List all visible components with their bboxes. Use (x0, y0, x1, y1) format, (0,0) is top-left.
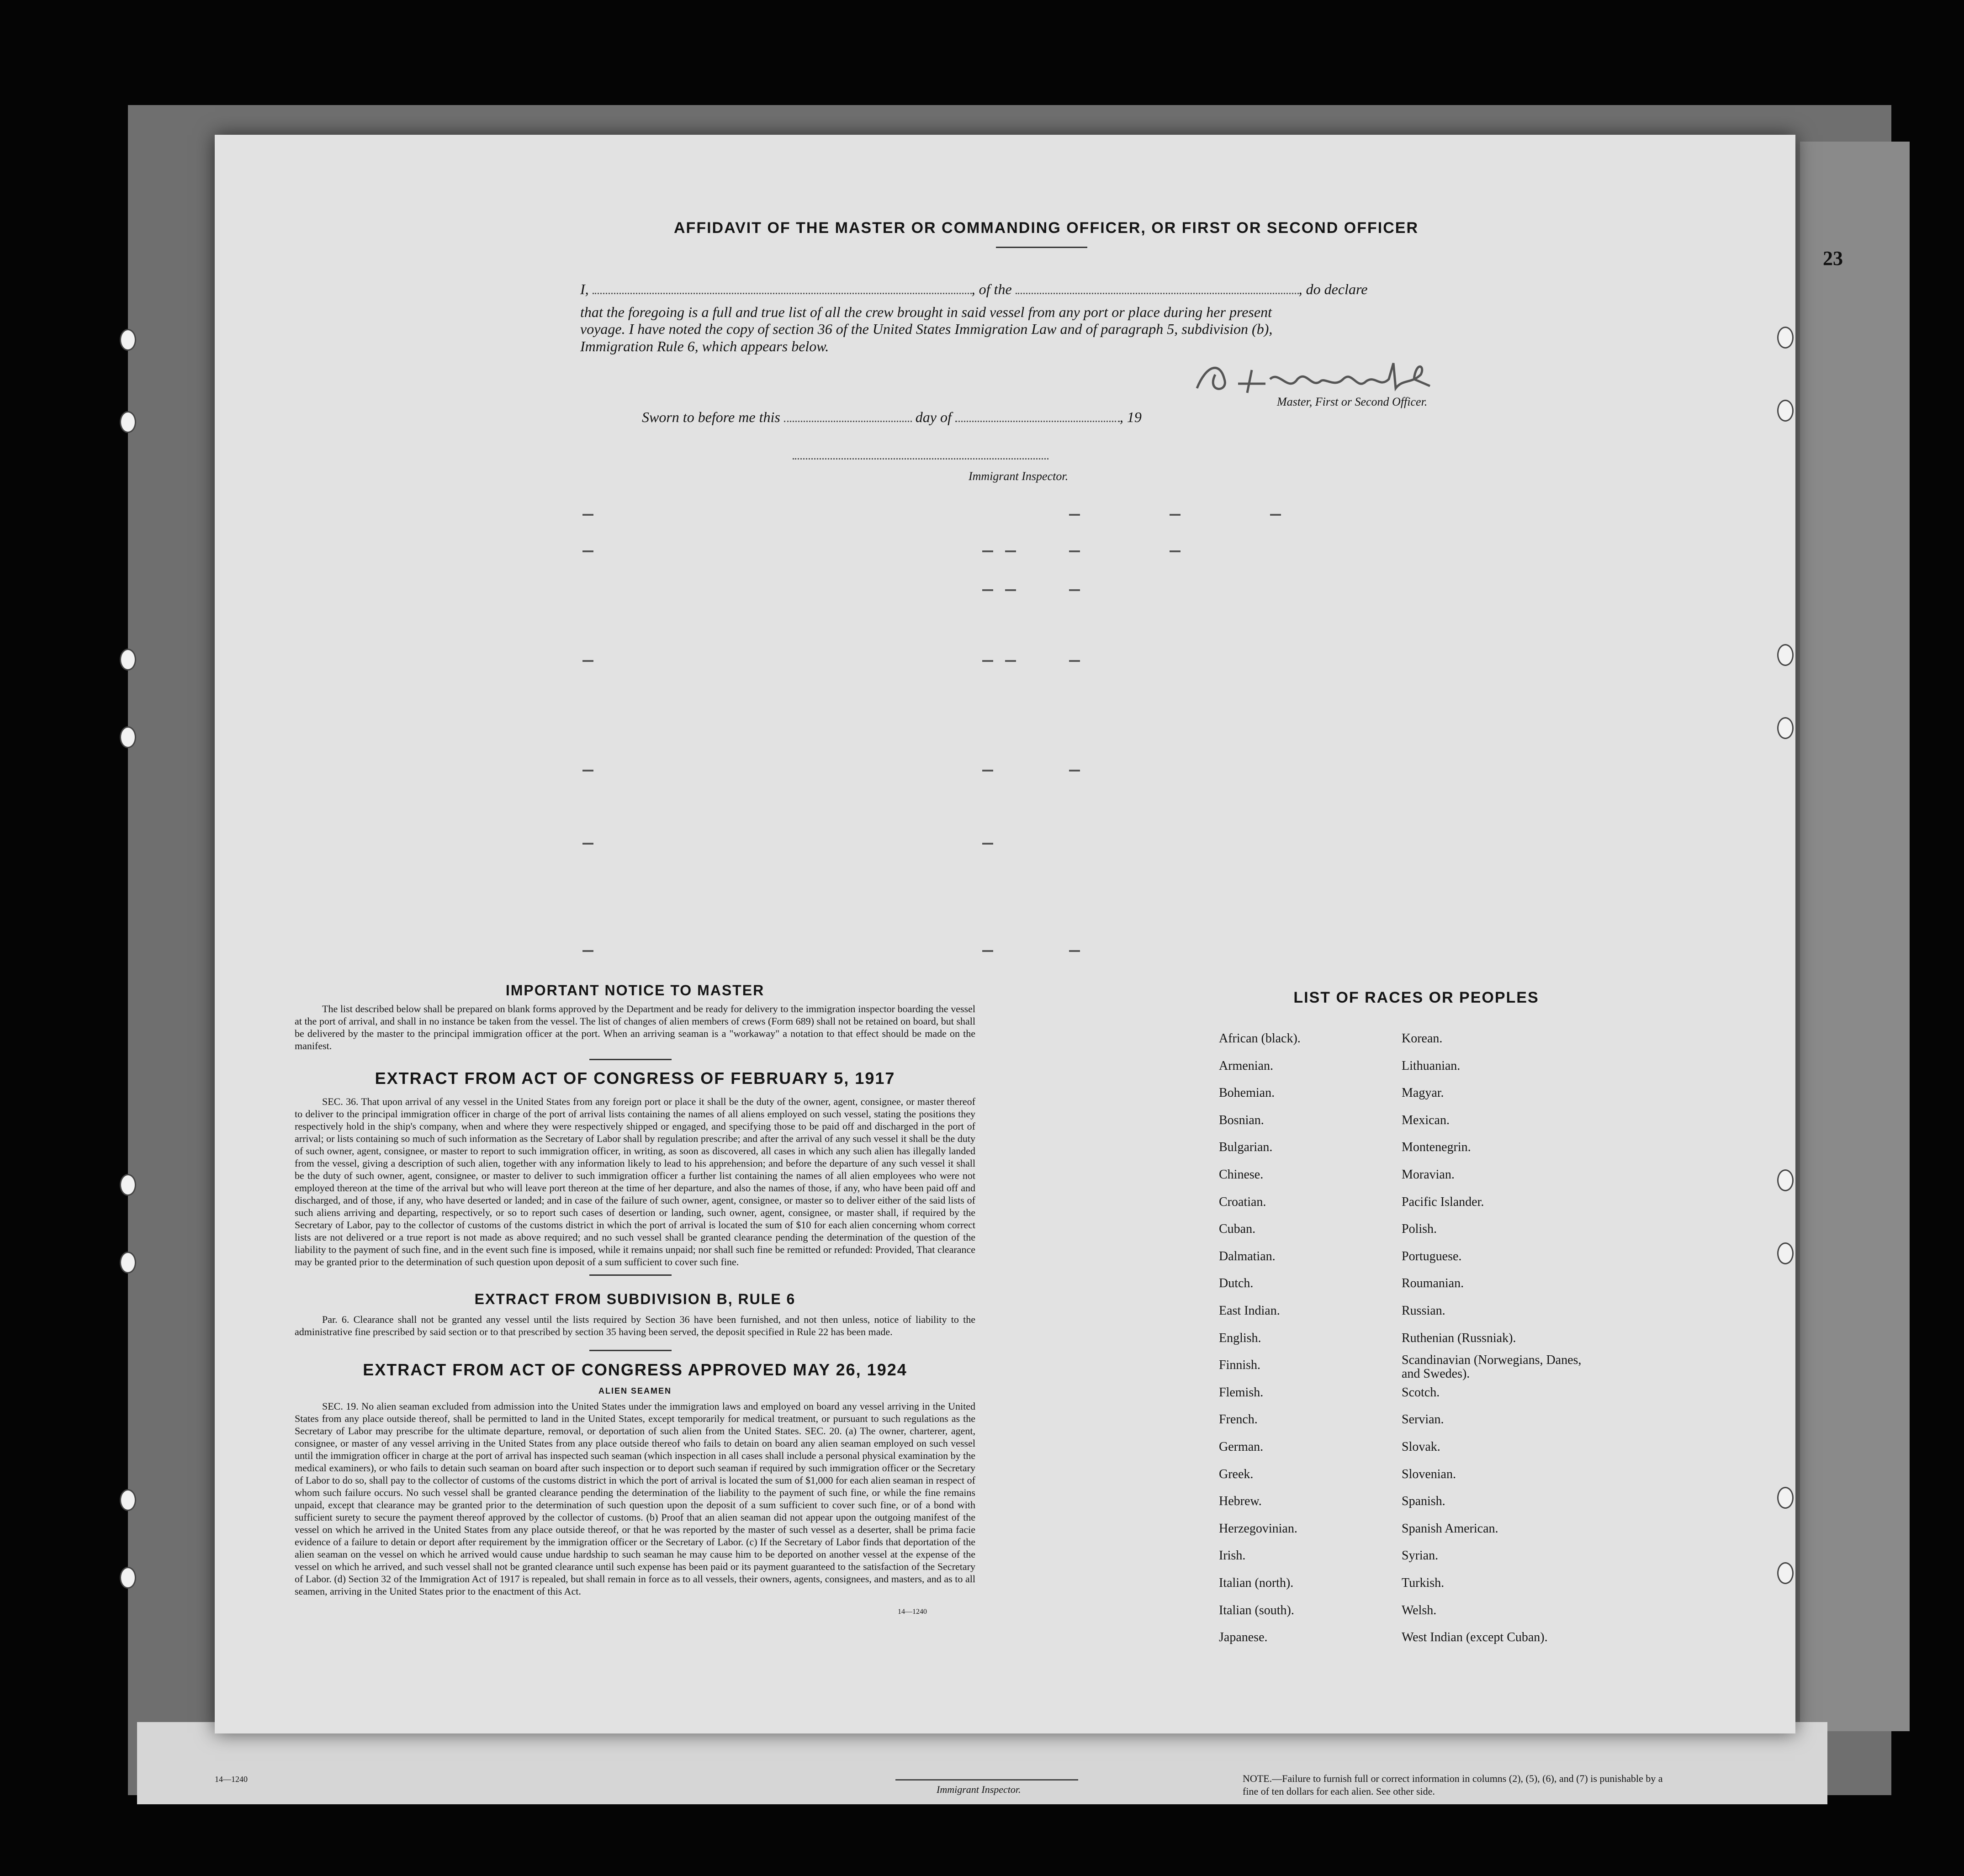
affidavit-line-1 (580, 281, 1494, 298)
extract-1924-form-number: 14—1240 (898, 1608, 927, 1616)
extract-1917-title: EXTRACT FROM ACT OF CONGRESS OF FEBRUARY 5, 1917 (375, 1069, 895, 1088)
dash-mark (582, 660, 593, 662)
race-item: Armenian. (1219, 1058, 1273, 1073)
race-item: Chinese. (1219, 1168, 1264, 1182)
affidavit-of-the: , of the (971, 281, 1012, 297)
sworn-month-field[interactable] (955, 421, 1120, 422)
dash-mark (1270, 514, 1281, 516)
affidavit-line-2: that the foregoing is a full and true list of all the crew brought in said vessel from any port or place during her present (580, 304, 1272, 320)
race-item: Roumanian. (1402, 1276, 1464, 1291)
punch-hole-left (120, 1174, 136, 1196)
extract-1924-body: SEC. 19. No alien seaman excluded from admission into the United States under the immigration laws and employed on board any vessel arriving in the United States from any place outside thereof, shall be permitted to land in the United States, except temporarily for medical treatment, or pursuant to such regulations as the Secretary of Labor may prescribe for the ultimate departure, removal, or deportation of such alien from the United States. SEC. 20. (a) The owner, charterer, agent, consignee, or master of any vessel arriving in the United States from any place outside thereof who fails to detain on board any alien seaman employed on such vessel until the immigration officer in charge at the port of arrival has inspected such seaman (which inspection in all cases shall include a personal physical examination by the medical examiners), or who fails to detain such seaman on board after such inspection or to deport such seaman if required by such immigration officer or the Secretary of Labor to do so, shall pay to the collector of customs of the customs district in which the port of arrival is located the sum of $1,000 for each alien seaman in respect of whom such failure occurs. No such vessel shall be granted clearance pending the determination of the liability to the payment of such fine, or while the fine remains unpaid, except that clearance may be granted prior to the determination of such question upon the deposit of a sum sufficient to cover such fine, or of a bond with sufficient surety to secure the payment thereof approved by the collector of customs. (b) Proof that an alien seaman did not appear upon the outgoing manifest of the vessel on which he arrived in the United States from any place outside thereof, or that he was reported by the master of such vessel as a deserter, shall be prima facie evidence of a failure to detain or deport after requirement by the immigration officer or the Secretary of Labor. (c) If the Secretary of Labor finds that deportation of the alien seaman on the vessel on which he arrived would cause undue hardship to such seaman he may cause him to be deported on another vessel at the expense of the vessel on which he arrived, and such vessel shall not be granted clearance until such expense has been paid or its payment guaranteed to the satisfaction of the Secretary of Labor. (d) Section 32 of the Immigration Act of 1917 is repealed, but shall remain in force as to all vessels, their owners, agents, consignees, and masters, and as to all seamen, arriving in the United States prior to the enactment of this Act. (295, 1400, 975, 1597)
race-item: East Indian. (1219, 1304, 1280, 1318)
dash-mark (1069, 770, 1080, 772)
officer-name-field[interactable] (593, 293, 972, 294)
dash-mark (1069, 514, 1080, 516)
dash-mark (1069, 950, 1080, 952)
inspector-label: Immigrant Inspector. (969, 470, 1069, 483)
sworn-day-field[interactable] (784, 421, 912, 422)
affidavit-line-4: Immigration Rule 6, which appears below. (580, 338, 829, 354)
race-item: Ruthenian (Russniak). (1402, 1331, 1516, 1345)
race-item: Spanish American. (1402, 1521, 1498, 1536)
punch-hole-right (1777, 1562, 1794, 1584)
sworn-day-of: day of (915, 409, 952, 425)
notice-body: The list described below shall be prepared on blank forms approved by the Department and be ready for delivery to the immigration inspector boarding the vessel at the port of arrival, and shall in no instance be taken from the vessel. The list of changes of alien members of crews (Form 689) shall not be retained on board, but shall be delivered by the master to the principal immigration officer at the port. When an arriving seaman is a "workaway" a notation to that effect should be made on the manifest. (295, 1003, 975, 1052)
punch-hole-right (1777, 327, 1794, 349)
race-item: Italian (south). (1219, 1603, 1294, 1617)
rule6-body: Par. 6. Clearance shall not be granted any vessel until the lists required by Section 36 have been furnished, and not then unless, notice of liability to the administrative fine prescribed by said section or to that prescribed by section 35 having been served, the deposit specified in Rule 22 has been made. (295, 1314, 975, 1337)
race-item: French. (1219, 1412, 1258, 1427)
dash-mark (1069, 589, 1080, 591)
signature-label: Master, First or Second Officer. (1277, 395, 1428, 408)
race-item: Croatian. (1219, 1194, 1266, 1209)
dash-mark (1005, 589, 1016, 591)
dash-mark (1170, 550, 1181, 552)
race-item: Portuguese. (1402, 1249, 1462, 1263)
affidavit-line-3: voyage. I have noted the copy of section 36 of the United States Immigration Law and of paragraph 5, subdivision (b), (580, 321, 1273, 337)
race-item: Moravian. (1402, 1168, 1455, 1182)
dash-mark (1005, 550, 1016, 552)
punch-hole-right (1777, 644, 1794, 666)
race-item: Scandinavian (Norwegians, Danes, and Swedes). (1402, 1353, 1582, 1381)
inspector-signature-rule (793, 457, 1048, 460)
sworn-year: , 19 (1119, 409, 1142, 425)
race-item: Korean. (1402, 1031, 1443, 1046)
underlying-page-right (1800, 142, 1910, 1731)
race-item: Bohemian. (1219, 1086, 1275, 1100)
dash-mark (1170, 514, 1181, 516)
punch-hole-right (1777, 717, 1794, 739)
punch-hole-right (1777, 1242, 1794, 1264)
dash-mark (982, 550, 993, 552)
race-item: Welsh. (1402, 1603, 1437, 1617)
punch-hole-left (120, 1489, 136, 1511)
dash-mark (982, 770, 993, 772)
dash-mark (582, 550, 593, 552)
bottom-inspector-rule (895, 1779, 1078, 1781)
race-item: Hebrew. (1219, 1494, 1262, 1509)
rule6-title: EXTRACT FROM SUBDIVISION B, RULE 6 (474, 1291, 796, 1307)
dash-mark (982, 843, 993, 845)
punch-hole-left (120, 329, 136, 351)
race-item: Cuban. (1219, 1222, 1256, 1237)
extract-1917-body: SEC. 36. That upon arrival of any vessel in the United States from any foreign port or place it shall be the duty of the owner, agent, consignee, or master thereof to deliver to the principal immigration officer in charge of the port of arrival lists containing the names of all aliens employed on such vessel, stating the positions they respectively hold in the ship's company, when and where they were respectively shipped or engaged, and specifying those to be paid off and discharged in the port of arrival; or lists containing so much of such information as the Secretary of Labor shall by regulation prescribe; and after the arrival of any such vessel it shall be the duty of such owner, agent, consignee, or master to report to such immigration officer, in writing, as soon as discovered, all cases in which any such alien has illegally landed from the vessel, giving a description of such alien, together with any information likely to lead to his apprehension; and before the departure of any such vessel it shall be the duty of such owner, agent, consignee, or master to deliver to such immigration officer a further list containing the names of all alien employees who were not employed thereon at the time of the arrival but who will leave port thereon at the time of her departure, and also the names of those, if any, who have been paid off and discharged, and of those, if any, who have deserted or landed; and in case of the failure of such owner, agent, consignee, or master so to deliver either of the said lists of such aliens arriving and departing, respectively, or so to report such cases of desertion or landing, such owner, agent, consignee, or master shall, if required by the Secretary of Labor, pay to the collector of customs of the customs district in which the port of arrival is located the sum of $10 for each alien concerning whom correct lists are not delivered or a true report is not made as above required; and no such vessel shall be granted clearance pending the determination of the question of the liability to the payment of such fine, and in the event such fine is imposed, while it remains unpaid; nor shall such fine be remitted or refunded: Provided, That clearance may be granted prior to the determination of such question upon deposit of a sum sufficient to cover such fine. (295, 1096, 975, 1268)
punch-hole-right (1777, 1487, 1794, 1509)
race-item: Russian. (1402, 1304, 1445, 1318)
race-item: German. (1219, 1440, 1264, 1454)
bottom-inspector-label: Immigrant Inspector. (937, 1784, 1021, 1795)
dash-mark (982, 660, 993, 662)
punch-hole-right (1777, 1169, 1794, 1191)
race-item: Slovak. (1402, 1440, 1440, 1454)
race-item: Dalmatian. (1219, 1249, 1276, 1263)
page-number: 23 (1823, 247, 1843, 270)
affidavit-i: I, (580, 281, 589, 297)
race-item: Mexican. (1402, 1113, 1450, 1127)
dash-mark (982, 950, 993, 952)
race-item: Greek. (1219, 1467, 1254, 1481)
races-title: LIST OF RACES OR PEOPLES (1293, 989, 1539, 1006)
race-item: Bulgarian. (1219, 1140, 1273, 1155)
bottom-form-number: 14—1240 (215, 1775, 248, 1784)
affidavit-title-rule (996, 247, 1087, 248)
dash-mark (582, 770, 593, 772)
race-item: West Indian (except Cuban). (1402, 1630, 1548, 1645)
dash-mark (582, 514, 593, 516)
race-item: Lithuanian. (1402, 1058, 1461, 1073)
bottom-note: NOTE.—Failure to furnish full or correct information in columns (2), (5), (6), and (7) is punishable by a fine of ten dollars for each alien. See other side. (1243, 1773, 1663, 1797)
extract-1924-subtitle: ALIEN SEAMEN (598, 1386, 672, 1395)
extract-1924-title: EXTRACT FROM ACT OF CONGRESS APPROVED MAY 26, 1924 (363, 1360, 907, 1379)
notice-title: IMPORTANT NOTICE TO MASTER (505, 982, 765, 999)
punch-hole-left (120, 1252, 136, 1274)
rule6-rule (589, 1350, 672, 1351)
punch-hole-left (120, 411, 136, 433)
dash-mark (982, 589, 993, 591)
race-item: Dutch. (1219, 1276, 1254, 1291)
race-item: Spanish. (1402, 1494, 1445, 1509)
master-signature (1188, 352, 1444, 402)
race-item: Italian (north). (1219, 1576, 1294, 1590)
affidavit-do-declare: , do declare (1298, 281, 1368, 297)
dash-mark (582, 843, 593, 845)
race-item: English. (1219, 1331, 1261, 1345)
dash-mark (1069, 660, 1080, 662)
dash-mark (1005, 660, 1016, 662)
race-item: Finnish. (1219, 1358, 1261, 1373)
race-item: Japanese. (1219, 1630, 1268, 1645)
race-item: Flemish. (1219, 1385, 1264, 1400)
race-item: Syrian. (1402, 1548, 1439, 1563)
punch-hole-left (120, 649, 136, 671)
race-item: Montenegrin. (1402, 1140, 1471, 1155)
race-item: Turkish. (1402, 1576, 1445, 1590)
vessel-name-field[interactable] (1016, 293, 1299, 294)
race-item: African (black). (1219, 1031, 1301, 1046)
race-item: Slovenian. (1402, 1467, 1456, 1481)
dash-mark (582, 950, 593, 952)
race-item: Magyar. (1402, 1086, 1444, 1100)
punch-hole-right (1777, 400, 1794, 422)
race-item: Servian. (1402, 1412, 1444, 1427)
affidavit-title: AFFIDAVIT OF THE MASTER OR COMMANDING OFFICER, OR FIRST OR SECOND OFFICER (674, 219, 1419, 237)
sworn-before: Sworn to before me this (642, 409, 780, 425)
punch-hole-left (120, 726, 136, 748)
dash-mark (1069, 550, 1080, 552)
sworn-line (642, 409, 1236, 426)
extract-1917-rule (589, 1274, 672, 1276)
race-item: Pacific Islander. (1402, 1194, 1484, 1209)
race-item: Irish. (1219, 1548, 1246, 1563)
race-item: Scotch. (1402, 1385, 1440, 1400)
race-item: Polish. (1402, 1222, 1437, 1237)
notice-rule (589, 1059, 672, 1060)
race-item: Herzegovinian. (1219, 1521, 1297, 1536)
race-item: Bosnian. (1219, 1113, 1264, 1127)
punch-hole-left (120, 1567, 136, 1589)
